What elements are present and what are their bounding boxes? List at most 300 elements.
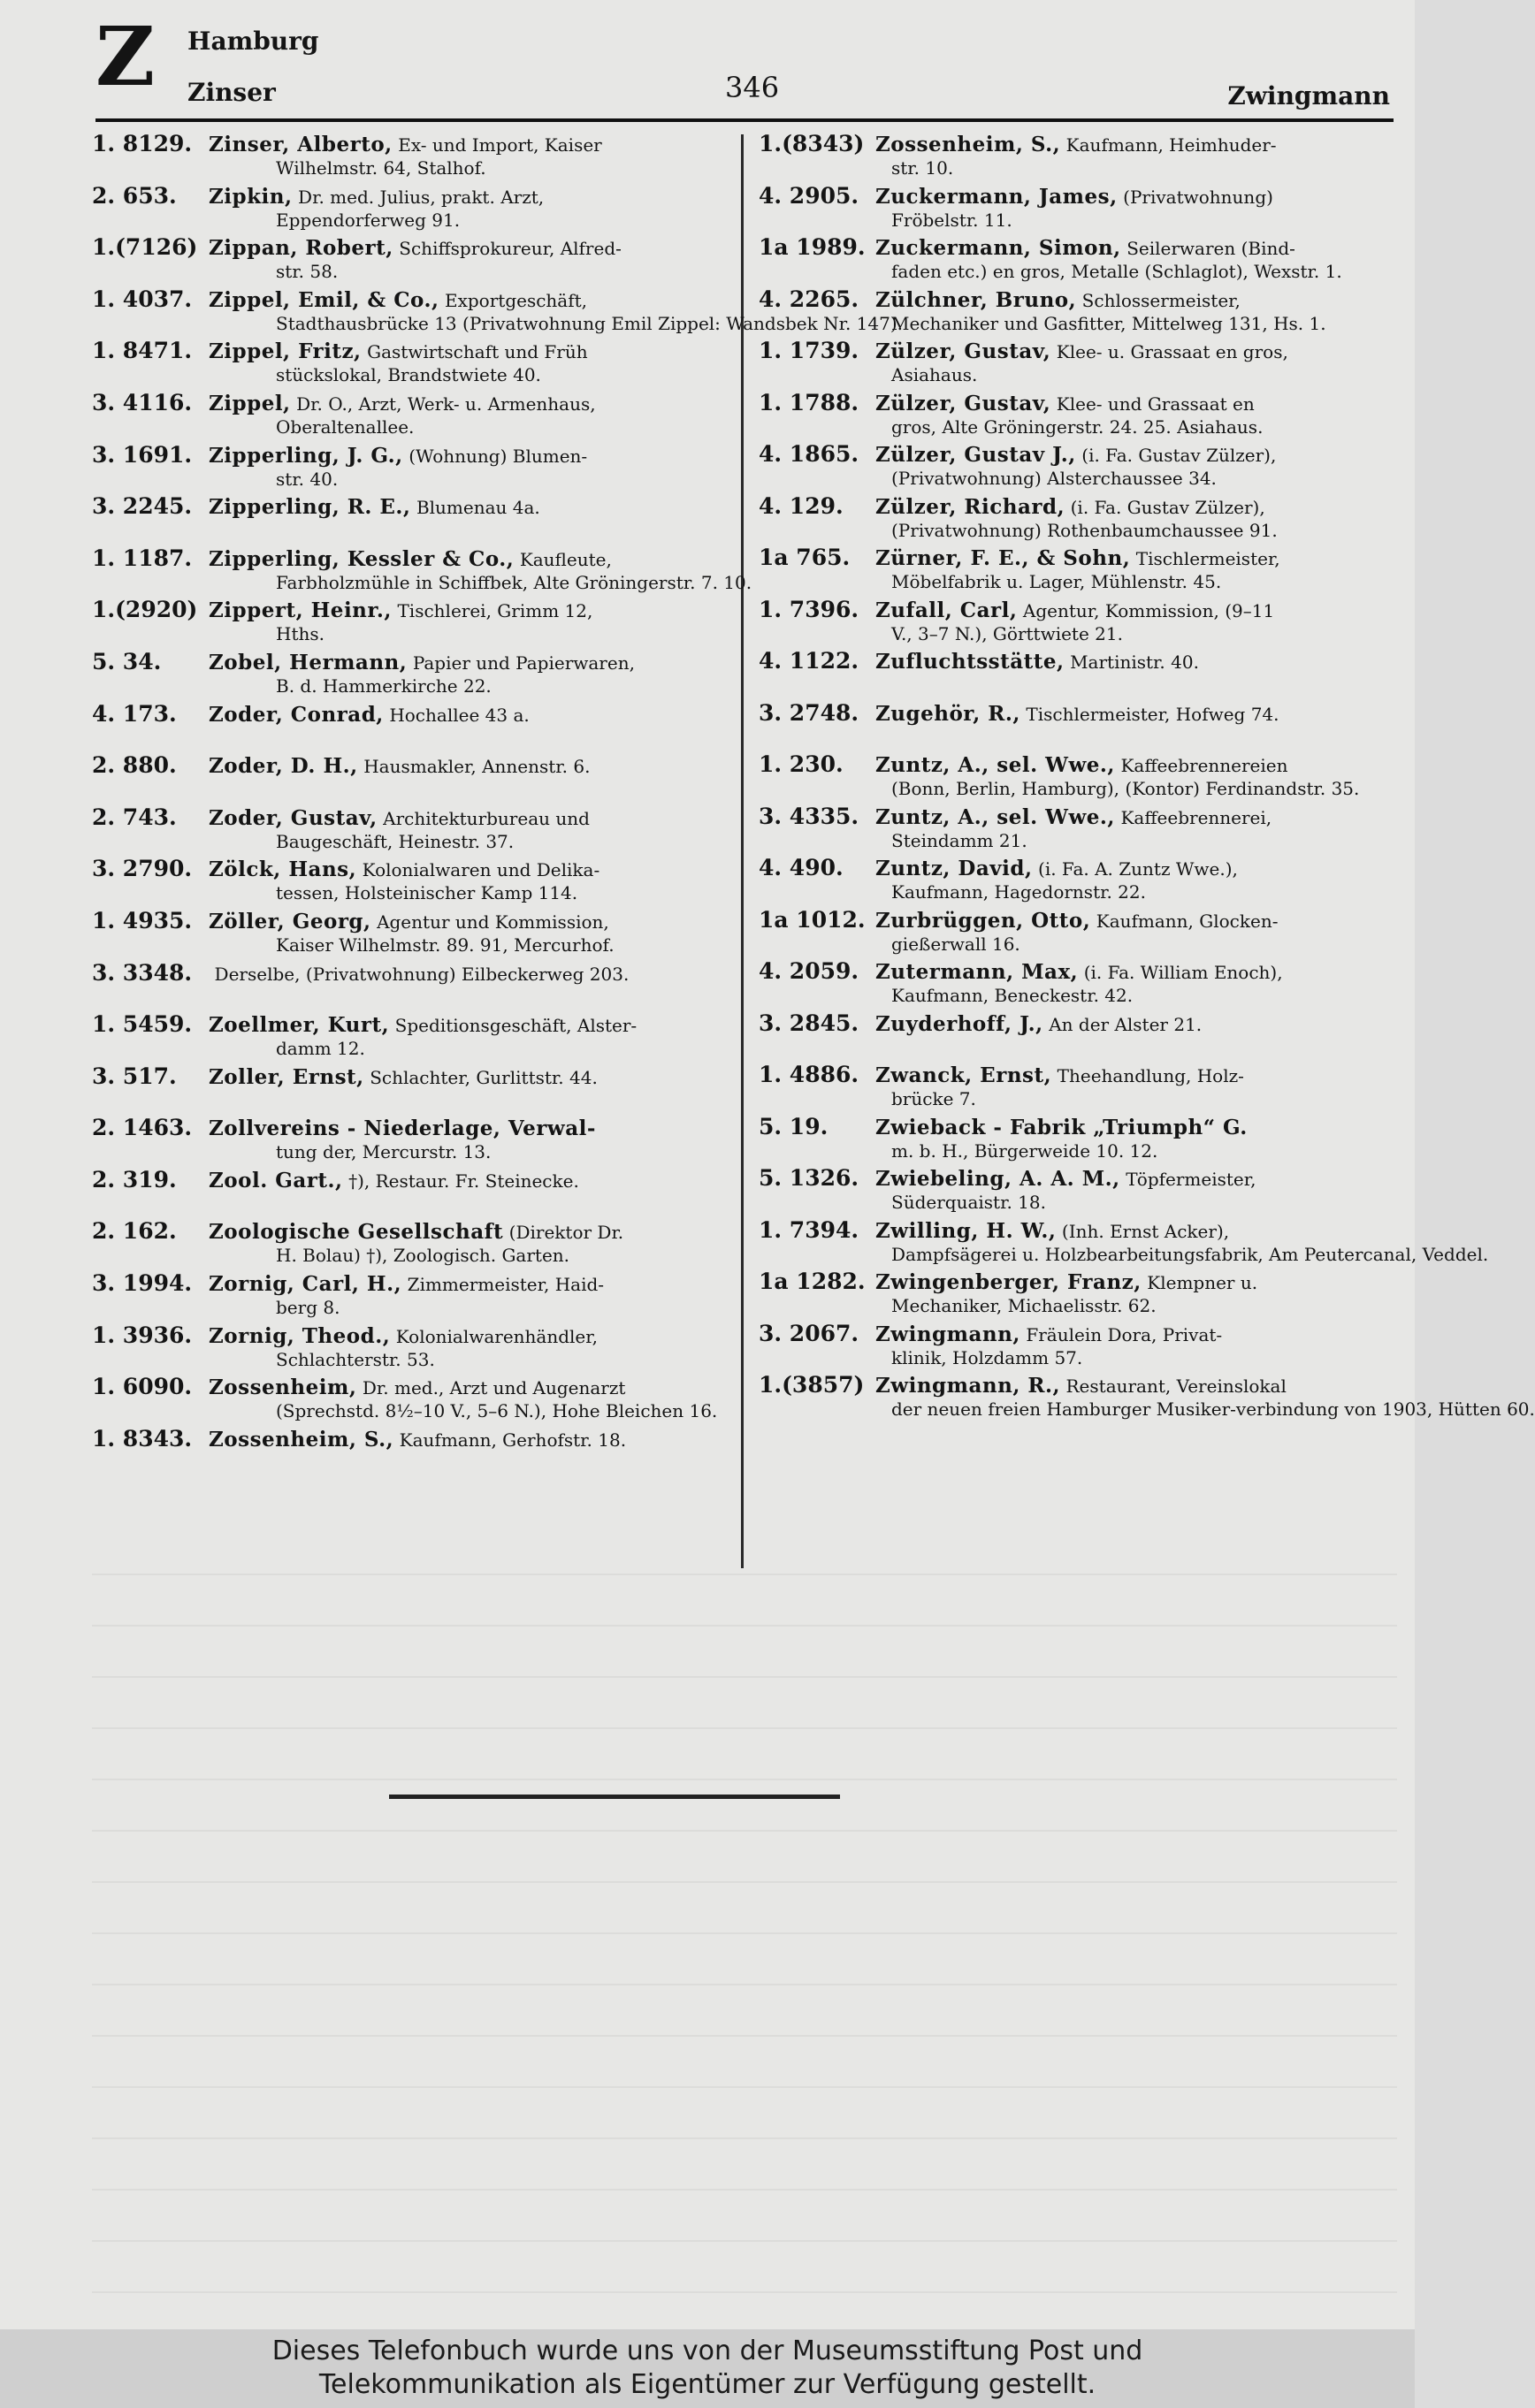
directory-entry xyxy=(759,546,1397,598)
entry-phone-number: 3. 517. xyxy=(92,1063,177,1089)
entry-name: Zossenheim, S., xyxy=(209,1427,394,1452)
entry-first-line xyxy=(92,288,729,312)
entry-first-line xyxy=(759,389,1397,415)
entry-name: Zippert, Heinr., xyxy=(209,598,392,623)
entry-info: Speditionsgeschäft, Alster- xyxy=(394,1015,638,1037)
entry-phone-number: 1. 4037. xyxy=(92,286,193,312)
entry-first-line xyxy=(759,598,1397,622)
entry-first-line xyxy=(759,699,1397,726)
entry-continuation: B. d. Hammerkirche 22. xyxy=(276,674,492,697)
entry-name: Zobel, Hermann, xyxy=(209,650,408,674)
entry-name: Zufluchtsstätte, xyxy=(875,650,1065,674)
entry-continuation: str. 58. xyxy=(276,261,339,283)
entry-info: Töpfermeister, xyxy=(1126,1169,1256,1190)
entry-info: Restaurant, Vereinslokal xyxy=(1065,1375,1287,1397)
entry-phone-number: 3. 3348. xyxy=(92,959,193,986)
directory-entry xyxy=(92,1324,729,1376)
entry-first-line xyxy=(759,906,1397,933)
entry-info: Kaffeebrennerei, xyxy=(1120,806,1272,828)
entry-first-line xyxy=(92,806,729,830)
footer-line-2: Telekommunikation als Eigentümer zur Verfügung gestellt. xyxy=(318,2369,1096,2400)
entry-first-line xyxy=(759,1374,1397,1398)
entry-info: Klempner u. xyxy=(1147,1272,1258,1293)
directory-entry xyxy=(759,1270,1397,1322)
entry-name: Zwingmann, R., xyxy=(875,1374,1060,1398)
entry-continuation: Oberaltenallee. xyxy=(276,415,415,438)
entry-info: Zimmermeister, Haid- xyxy=(407,1274,605,1296)
entry-info: (i. Fa. William Enoch), xyxy=(1083,962,1283,983)
entry-phone-number: 1. 8343. xyxy=(92,1425,193,1452)
entry-continuation: (Sprechstd. 8½–10 V., 5–6 N.), Hohe Bleichen 16. xyxy=(276,1400,718,1422)
entry-info: Klee- u. Grassaat en gros, xyxy=(1056,341,1288,362)
directory-entry xyxy=(92,339,729,392)
directory-entry xyxy=(759,1113,1397,1168)
directory-entry xyxy=(92,182,729,237)
page-number: 346 xyxy=(725,71,780,104)
directory-entry xyxy=(92,598,729,651)
directory-entry xyxy=(92,1375,729,1428)
directory-entry xyxy=(759,492,1397,547)
entry-name: Zuckermann, Simon, xyxy=(875,236,1121,260)
entry-continuation: faden etc.) en gros, Metalle (Schlaglot), Wexstr. 1. xyxy=(891,261,1342,282)
entry-info: Seilerwaren (Bind- xyxy=(1126,238,1295,259)
directory-entry xyxy=(92,959,729,1014)
directory-entry xyxy=(759,906,1397,961)
entry-continuation: Hths. xyxy=(276,623,325,645)
entry-first-line xyxy=(759,182,1397,209)
header-last-entry: Zwingmann xyxy=(1227,81,1390,110)
entry-continuation: Kaiser Wilhelmstr. 89. 91, Mercurhof. xyxy=(276,933,615,956)
entry-name: Zurbrüggen, Otto, xyxy=(875,908,1091,933)
entry-first-line xyxy=(759,650,1397,674)
entry-info: Dr. med. Julius, prakt. Arzt, xyxy=(298,186,545,208)
entry-info: Hausmakler, Annenstr. 6. xyxy=(363,756,591,778)
entry-first-line xyxy=(92,547,729,571)
entry-info: An der Alster 21. xyxy=(1049,1013,1203,1035)
directory-entry xyxy=(92,495,729,547)
entry-info: (Privatwohnung) xyxy=(1123,186,1273,208)
entry-first-line xyxy=(759,339,1397,363)
header-rule xyxy=(95,118,1394,122)
entry-continuation: V., 3–7 N.), Görttwiete 21. xyxy=(891,622,1123,644)
directory-entry xyxy=(92,1220,729,1272)
entry-phone-number: 1. 1187. xyxy=(92,545,193,571)
entry-name: Zufall, Carl, xyxy=(875,598,1018,622)
entry-first-line xyxy=(759,133,1397,156)
directory-entry xyxy=(759,288,1397,340)
entry-continuation: Dampfsägerei u. Holzbearbeitungsfabrik, Am Peutercanal, Veddel. xyxy=(891,1243,1489,1265)
entry-name: Zwingenberger, Franz, xyxy=(875,1270,1142,1294)
entry-first-line xyxy=(92,1272,729,1296)
entry-phone-number: 1.(3857) xyxy=(759,1372,865,1398)
entry-name: Zipkin, xyxy=(209,184,293,209)
entry-first-line xyxy=(92,1220,729,1244)
entry-info: Kaufmann, Glocken- xyxy=(1096,910,1279,932)
entry-phone-number: 2. 319. xyxy=(92,1166,177,1193)
entry-name: Zossenheim, xyxy=(209,1375,357,1400)
entry-name: Zippel, Emil, & Co., xyxy=(209,287,439,312)
entry-name: Zornig, Carl, H., xyxy=(209,1272,402,1297)
entry-phone-number: 1. 8129. xyxy=(92,131,193,156)
entry-info: Kolonialwaren und Delika- xyxy=(362,859,600,881)
directory-entry xyxy=(759,1322,1397,1375)
entry-phone-number: 5. 34. xyxy=(92,648,162,674)
entry-name: Zürner, F. E., & Sohn, xyxy=(875,546,1131,570)
entry-continuation: str. 40. xyxy=(276,468,339,490)
entry-phone-number: 2. 653. xyxy=(92,182,177,209)
entry-continuation: Farbholzmühle in Schiffbek, Alte Gröningerstr. 7. 10. xyxy=(276,571,752,593)
entry-info: Martinistr. 40. xyxy=(1070,652,1199,673)
entry-name: Zoder, Conrad, xyxy=(209,702,384,727)
directory-entry xyxy=(92,1065,729,1117)
entry-first-line xyxy=(92,1116,729,1140)
entry-phone-number: 3. 2845. xyxy=(759,1010,859,1036)
entry-phone-number: 3. 2790. xyxy=(92,856,193,882)
entry-name: Zwilling, H. W., xyxy=(875,1218,1057,1243)
directory-entry xyxy=(759,699,1397,754)
entry-info: Klee- und Grassaat en xyxy=(1056,392,1255,415)
entry-phone-number: 2. 880. xyxy=(92,752,177,779)
directory-entry xyxy=(92,441,729,496)
entry-name: Zippel, xyxy=(209,391,291,415)
entry-name: Zoellmer, Kurt, xyxy=(209,1013,390,1038)
entry-continuation: (Privatwohnung) Rothenbaumchaussee 91. xyxy=(891,519,1278,541)
entry-continuation: stückslokal, Brandstwiete 40. xyxy=(276,364,541,386)
entry-phone-number: 2. 162. xyxy=(92,1218,177,1245)
entry-first-line xyxy=(92,441,729,468)
entry-first-line xyxy=(759,1167,1397,1191)
entry-info: (Wohnung) Blumen- xyxy=(409,445,588,467)
entry-info: (i. Fa. Gustav Zülzer), xyxy=(1081,445,1277,466)
entry-name: Zippan, Robert, xyxy=(209,236,393,261)
entry-name: Zülzer, Richard, xyxy=(875,494,1065,519)
header-first-entry: Zinser xyxy=(187,78,276,107)
directory-entry xyxy=(92,806,729,858)
entry-info: Kaffeebrennereien xyxy=(1120,755,1288,776)
directory-entry xyxy=(759,1167,1397,1219)
entry-name: Zipperling, R. E., xyxy=(209,495,411,520)
entry-phone-number: 1.(7126) xyxy=(92,234,198,261)
entry-phone-number: 1. 3936. xyxy=(92,1322,193,1348)
entry-phone-number: 1. 6090. xyxy=(92,1374,193,1400)
entry-first-line xyxy=(759,857,1397,880)
entry-continuation: damm 12. xyxy=(276,1038,365,1060)
entry-info: Hochallee 43 a. xyxy=(389,704,530,726)
entry-name: Zugehör, R., xyxy=(875,701,1020,726)
entry-phone-number: 3. 1994. xyxy=(92,1270,193,1297)
entry-phone-number: 4. 1122. xyxy=(759,648,859,674)
entry-first-line xyxy=(92,1425,729,1452)
directory-entry xyxy=(759,1372,1535,1426)
entry-continuation: (Bonn, Berlin, Hamburg), (Kontor) Ferdinandstr. 35. xyxy=(891,778,1360,799)
entry-name: Zippel, Fritz, xyxy=(209,339,362,364)
entry-first-line xyxy=(92,495,729,519)
entry-continuation: Eppendorferweg 91. xyxy=(276,209,461,231)
directory-entry xyxy=(92,700,729,755)
directory-entry xyxy=(759,1216,1489,1271)
entry-info: Dr. O., Arzt, Werk- u. Armenhaus, xyxy=(296,392,596,415)
directory-entry xyxy=(92,1116,729,1169)
entry-continuation: Mechaniker und Gasfitter, Mittelweg 131, Hs. 1. xyxy=(891,312,1326,334)
entry-info: Kaufmann, Gerhofstr. 18. xyxy=(399,1429,627,1451)
lower-divider-rule xyxy=(389,1795,840,1799)
entry-phone-number: 1. 4886. xyxy=(759,1062,859,1087)
directory-entry xyxy=(92,389,729,444)
entry-info: Schlachter, Gurlittstr. 44. xyxy=(370,1066,598,1088)
entry-continuation: Baugeschäft, Heinestr. 37. xyxy=(276,830,515,852)
entry-phone-number: 4. 2059. xyxy=(759,958,859,984)
entry-phone-number: 3. 2748. xyxy=(759,699,859,726)
entry-info: Gastwirtschaft und Früh xyxy=(367,341,588,363)
entry-name: Zossenheim, S., xyxy=(875,133,1061,156)
directory-entry xyxy=(92,1425,729,1480)
entry-first-line xyxy=(759,1113,1397,1139)
directory-entry xyxy=(759,236,1397,288)
entry-name: Zuntz, A., sel. Wwe., xyxy=(875,753,1115,777)
entry-first-line xyxy=(92,857,729,881)
entry-continuation: Kaufmann, Hagedornstr. 22. xyxy=(891,881,1146,903)
entry-info: Kaufleute, xyxy=(519,548,612,570)
entry-info: Exportgeschäft, xyxy=(445,289,588,311)
entry-info: (Direktor Dr. xyxy=(508,1222,624,1244)
entry-info: (Inh. Ernst Acker), xyxy=(1061,1220,1230,1242)
entry-name: Zuckermann, James, xyxy=(875,184,1118,209)
entry-continuation: gros, Alte Gröningerstr. 24. 25. Asiahaus. xyxy=(891,415,1264,438)
entry-phone-number: 4. 1865. xyxy=(759,441,859,467)
entry-info: Agentur und Kommission, xyxy=(377,911,609,933)
directory-entry xyxy=(759,960,1397,1012)
entry-first-line xyxy=(759,1216,1397,1243)
entry-phone-number: 2. 743. xyxy=(92,804,177,830)
entry-phone-number: 3. 1691. xyxy=(92,441,193,468)
entry-phone-number: 3. 4335. xyxy=(759,803,859,829)
directory-entry xyxy=(759,1012,1397,1064)
entry-phone-number: 5. 19. xyxy=(759,1113,829,1139)
entry-continuation: Mechaniker, Michaelisstr. 62. xyxy=(891,1295,1157,1316)
entry-continuation: Möbelfabrik u. Lager, Mühlenstr. 45. xyxy=(891,571,1222,592)
entry-phone-number: 2. 1463. xyxy=(92,1115,193,1141)
entry-first-line xyxy=(92,236,729,260)
entry-continuation: klinik, Holzdamm 57. xyxy=(891,1346,1083,1368)
entry-continuation: berg 8. xyxy=(276,1297,340,1319)
entry-continuation: gießerwall 16. xyxy=(891,933,1020,955)
entry-name: Zipperling, Kessler & Co., xyxy=(209,546,515,571)
entry-info: Derselbe, (Privatwohnung) Eilbeckerweg 203. xyxy=(214,963,630,985)
entry-name: Zwingmann, xyxy=(875,1322,1020,1346)
entry-info: (i. Fa. A. Zuntz Wwe.), xyxy=(1038,858,1238,880)
entry-phone-number: 3. 2067. xyxy=(759,1320,859,1346)
entry-first-line xyxy=(92,1324,729,1348)
entry-phone-number: 4. 173. xyxy=(92,700,177,727)
section-letter: Z xyxy=(95,9,156,104)
entry-phone-number: 1a 1989. xyxy=(759,234,866,260)
entry-name: Zuntz, David, xyxy=(875,857,1033,880)
directory-entry xyxy=(92,236,729,288)
entry-first-line xyxy=(92,339,729,363)
directory-entry xyxy=(92,133,729,185)
entry-first-line xyxy=(92,133,729,156)
entry-continuation: Stadthausbrücke 13 (Privatwohnung Emil Zippel: Wandsbek Nr. 147). xyxy=(276,312,903,334)
entry-first-line xyxy=(759,1063,1397,1087)
entry-first-line xyxy=(92,959,729,986)
entry-phone-number: 1a 1282. xyxy=(759,1269,866,1294)
entry-info: Tischlermeister, xyxy=(1135,548,1280,569)
entry-phone-number: 1a 1012. xyxy=(759,906,866,933)
entry-phone-number: 4. 2905. xyxy=(759,182,859,209)
directory-entry xyxy=(92,1166,729,1221)
entry-phone-number: 1. 4935. xyxy=(92,907,193,933)
entry-phone-number: 1. 5459. xyxy=(92,1011,193,1038)
entry-phone-number: 1. 8471. xyxy=(92,338,193,364)
column-separator xyxy=(741,134,744,1568)
entry-name: Zülzer, Gustav, xyxy=(875,339,1051,363)
directory-entry xyxy=(759,805,1397,857)
entry-continuation: Steindamm 21. xyxy=(891,829,1027,851)
entry-name: Zoologische Gesellschaft xyxy=(209,1220,504,1245)
footer-notice xyxy=(0,2329,1415,2408)
entry-first-line xyxy=(92,182,729,209)
entry-info: Papier und Papierwaren, xyxy=(412,652,635,674)
entry-first-line xyxy=(92,389,729,415)
entry-phone-number: 4. 2265. xyxy=(759,286,859,312)
entry-first-line xyxy=(92,700,729,727)
entry-continuation: Asiahaus. xyxy=(891,364,978,385)
entry-continuation: Schlachterstr. 53. xyxy=(276,1348,435,1370)
entry-name: Zuntz, A., sel. Wwe., xyxy=(875,804,1115,829)
entry-first-line xyxy=(759,1322,1397,1346)
entry-first-line xyxy=(759,443,1397,467)
entry-info: Ex- und Import, Kaiser xyxy=(398,134,602,156)
entry-continuation: m. b. H., Bürgerweide 10. 12. xyxy=(891,1139,1158,1162)
directory-entry xyxy=(92,1272,729,1324)
entry-name: Zwanck, Ernst, xyxy=(875,1063,1052,1087)
entry-info: Schiffsprokureur, Alfred- xyxy=(399,238,622,260)
entry-info: Fräulein Dora, Privat- xyxy=(1026,1323,1223,1345)
entry-phone-number: 3. 4116. xyxy=(92,389,193,415)
directory-entry xyxy=(759,389,1397,444)
right-column xyxy=(759,131,1535,1426)
entry-first-line xyxy=(92,1065,729,1089)
entry-continuation: Kaufmann, Beneckestr. 42. xyxy=(891,985,1134,1006)
entry-name: Zülzer, Gustav, xyxy=(875,391,1051,415)
entry-info: Tischlermeister, Hofweg 74. xyxy=(1026,703,1279,725)
entry-phone-number: 3. 2245. xyxy=(92,493,193,520)
directory-entry xyxy=(759,650,1397,702)
entry-first-line xyxy=(759,960,1397,984)
entry-name: Zölck, Hans, xyxy=(209,857,357,882)
entry-continuation: der neuen freien Hamburger Musiker-verbindung von 1903, Hütten 60. xyxy=(891,1398,1535,1420)
entry-phone-number: 1a 765. xyxy=(759,545,851,570)
entry-info: Kolonialwarenhändler, xyxy=(395,1325,598,1347)
entry-name: Zool. Gart., xyxy=(209,1168,343,1193)
entry-name: Zipperling, J. G., xyxy=(209,443,403,468)
entry-info: †), Restaur. Fr. Steinecke. xyxy=(348,1170,579,1192)
entry-phone-number: 1.(8343) xyxy=(759,131,865,156)
entry-info: Architekturbureau und xyxy=(383,807,590,829)
bleed-through-area xyxy=(92,1574,1397,2316)
entry-first-line xyxy=(759,546,1397,570)
entry-first-line xyxy=(759,288,1397,312)
entry-continuation: Wilhelmstr. 64, Stalhof. xyxy=(276,157,486,179)
entry-first-line xyxy=(92,648,729,674)
entry-first-line xyxy=(92,1166,729,1193)
entry-name: Zöller, Georg, xyxy=(209,909,371,933)
entry-name: Zülzer, Gustav J., xyxy=(875,443,1076,467)
entry-first-line xyxy=(759,492,1397,519)
entry-first-line xyxy=(92,1013,729,1037)
entry-phone-number: 4. 490. xyxy=(759,855,844,880)
entry-continuation: (Privatwohnung) Alsterchaussee 34. xyxy=(891,468,1217,489)
entry-name: Zwieback - Fabrik „Triumph“ G. xyxy=(875,1115,1248,1139)
entry-continuation: H. Bolau) †), Zoologisch. Garten. xyxy=(276,1245,570,1267)
entry-name: Zoder, D. H., xyxy=(209,754,358,779)
entry-first-line xyxy=(759,805,1397,829)
entry-name: Zornig, Theod., xyxy=(209,1323,391,1348)
directory-entry xyxy=(759,133,1397,185)
entry-first-line xyxy=(92,907,729,933)
entry-name: Zwiebeling, A. A. M., xyxy=(875,1167,1120,1191)
directory-entry xyxy=(759,857,1397,909)
entry-phone-number: 1. 7394. xyxy=(759,1216,859,1243)
header-city: Hamburg xyxy=(187,27,319,56)
directory-entry xyxy=(92,1013,729,1065)
entry-phone-number: 1.(2920) xyxy=(92,597,198,623)
entry-continuation: tung der, Mercurstr. 13. xyxy=(276,1141,492,1163)
entry-info: Theehandlung, Holz- xyxy=(1057,1065,1244,1086)
entry-first-line xyxy=(759,236,1397,260)
entry-first-line xyxy=(92,598,729,622)
entry-phone-number: 5. 1326. xyxy=(759,1165,859,1191)
entry-info: Tischlerei, Grimm 12, xyxy=(397,600,593,622)
directory-entry xyxy=(759,1063,1397,1116)
directory-entry xyxy=(759,598,1397,651)
footer-line-1: Dieses Telefonbuch wurde uns von der Museumsstiftung Post und xyxy=(271,2336,1143,2366)
directory-entry xyxy=(92,648,729,703)
entry-phone-number: 1. 1739. xyxy=(759,338,859,363)
entry-name: Zinser, Alberto, xyxy=(209,133,393,156)
directory-entry xyxy=(92,545,752,599)
entry-first-line xyxy=(759,753,1397,777)
entry-info: Kaufmann, Heimhuder- xyxy=(1065,134,1277,156)
entry-first-line xyxy=(759,1012,1397,1036)
entry-continuation: Fröbelstr. 11. xyxy=(891,209,1012,231)
entry-info: Dr. med., Arzt und Augenarzt xyxy=(362,1377,626,1399)
directory-entry xyxy=(92,754,729,806)
entry-continuation: Süderquaistr. 18. xyxy=(891,1192,1046,1213)
entry-first-line xyxy=(92,1375,729,1399)
entry-continuation: brücke 7. xyxy=(891,1088,976,1109)
directory-entry xyxy=(92,907,729,962)
entry-info: Agentur, Kommission, (9–11 xyxy=(1022,599,1275,621)
entry-info: (i. Fa. Gustav Zülzer), xyxy=(1070,496,1265,518)
entry-phone-number: 1. 230. xyxy=(759,751,844,777)
entry-name: Zutermann, Max, xyxy=(875,960,1079,984)
directory-entry xyxy=(759,182,1397,237)
directory-entry xyxy=(759,753,1397,805)
directory-entry xyxy=(92,857,729,910)
entry-info: Blumenau 4a. xyxy=(416,497,540,519)
entry-name: Zuyderhoff, J., xyxy=(875,1011,1043,1036)
entry-name: Zoder, Gustav, xyxy=(209,805,378,830)
entry-phone-number: 1. 7396. xyxy=(759,596,859,622)
entry-continuation: tessen, Holsteinischer Kamp 114. xyxy=(276,882,578,904)
directory-entry xyxy=(759,339,1397,392)
entry-first-line xyxy=(759,1270,1397,1294)
entry-name: Zoller, Ernst, xyxy=(209,1064,364,1089)
entry-name: Zülchner, Bruno, xyxy=(875,287,1077,312)
entry-info: Schlossermeister, xyxy=(1081,289,1241,311)
entry-first-line xyxy=(92,754,729,778)
